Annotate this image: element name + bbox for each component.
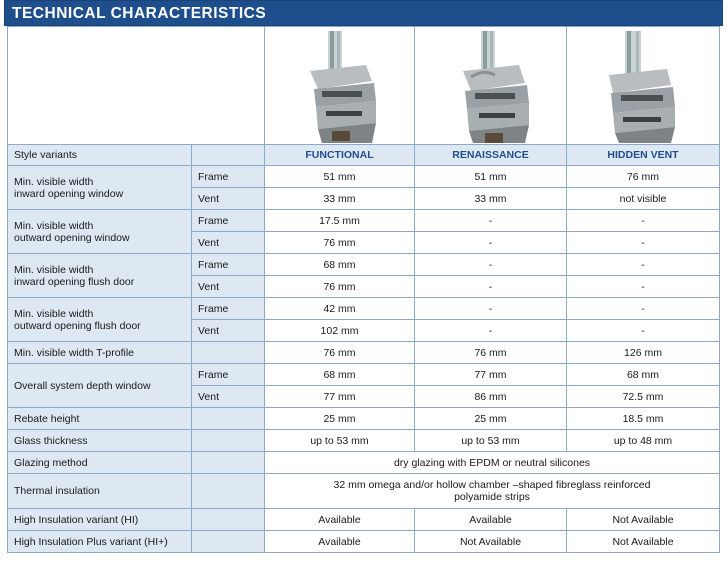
- table-cell: -: [567, 320, 720, 342]
- row-label-thermal: Thermal insulation: [8, 474, 192, 509]
- row-label-glass: Glass thickness: [8, 430, 192, 452]
- table-cell: up to 53 mm: [415, 430, 567, 452]
- table-cell: 72.5 mm: [567, 386, 720, 408]
- table-cell: 51 mm: [265, 166, 415, 188]
- table-cell: 76 mm: [265, 276, 415, 298]
- table-cell: 68 mm: [265, 364, 415, 386]
- table-cell: 76 mm: [265, 232, 415, 254]
- table-cell: -: [415, 276, 567, 298]
- table-cell: -: [415, 298, 567, 320]
- row-label-hi: High Insulation variant (HI): [8, 509, 192, 531]
- table-cell: 32 mm omega and/or hollow chamber –shaped fibreglass reinforced polyamide strips: [265, 474, 720, 509]
- table-row: [8, 408, 720, 430]
- table-cell: 86 mm: [415, 386, 567, 408]
- row-label-t-profile: Min. visible width T-profile: [8, 342, 192, 364]
- table-row: [8, 298, 720, 320]
- table-cell: -: [415, 210, 567, 232]
- column-functional: FUNCTIONAL: [265, 145, 415, 166]
- column-renaissance: RENAISSANCE: [415, 145, 567, 166]
- table-cell: 76 mm: [415, 342, 567, 364]
- table-cell: Available: [265, 509, 415, 531]
- style-variants-sub-blank: [192, 145, 265, 166]
- profile-functional-image: [265, 27, 415, 145]
- table-cell: 77 mm: [415, 364, 567, 386]
- table-cell: -: [567, 232, 720, 254]
- sub-label-vent: Vent: [192, 320, 265, 342]
- sub-label-vent: Vent: [192, 188, 265, 210]
- section-title: TECHNICAL CHARACTERISTICS: [4, 0, 723, 26]
- table-row: [8, 474, 720, 509]
- table-cell: 25 mm: [415, 408, 567, 430]
- style-variants-label: Style variants: [8, 145, 192, 166]
- table-cell: 33 mm: [415, 188, 567, 210]
- table-cell: 42 mm: [265, 298, 415, 320]
- table-cell: 18.5 mm: [567, 408, 720, 430]
- table-cell: Not Available: [567, 509, 720, 531]
- table-row: [8, 531, 720, 553]
- row-label-inward-window: Min. visible width inward opening window: [8, 166, 192, 210]
- row-label-hi-plus: High Insulation Plus variant (HI+): [8, 531, 192, 553]
- table-cell: 68 mm: [265, 254, 415, 276]
- table-cell: Not Available: [567, 531, 720, 553]
- table-row: [8, 430, 720, 452]
- row-label-outward-door: Min. visible width outward opening flush door: [8, 298, 192, 342]
- table-row: [8, 452, 720, 474]
- table-cell: up to 53 mm: [265, 430, 415, 452]
- table-cell: 102 mm: [265, 320, 415, 342]
- table-cell: -: [567, 254, 720, 276]
- table-cell: 76 mm: [265, 342, 415, 364]
- table-cell: 33 mm: [265, 188, 415, 210]
- table-row: [8, 210, 720, 232]
- table-cell: -: [567, 298, 720, 320]
- table-cell: Available: [415, 509, 567, 531]
- table-cell: -: [415, 232, 567, 254]
- sub-label-frame: Frame: [192, 166, 265, 188]
- row-label-inward-door: Min. visible width inward opening flush door: [8, 254, 192, 298]
- characteristics-table: [7, 26, 720, 553]
- sub-label-vent: Vent: [192, 386, 265, 408]
- table-cell: -: [567, 210, 720, 232]
- table-cell: Available: [265, 531, 415, 553]
- sub-blank: [192, 531, 265, 553]
- table-row: [8, 254, 720, 276]
- table-cell: 68 mm: [567, 364, 720, 386]
- table-cell: up to 48 mm: [567, 430, 720, 452]
- row-label-rebate: Rebate height: [8, 408, 192, 430]
- profile-renaissance-image: [415, 27, 567, 145]
- window-profile-icon: [292, 31, 388, 143]
- column-hidden-vent: HIDDEN VENT: [567, 145, 720, 166]
- window-profile-icon: [443, 31, 539, 143]
- sub-label-frame: Frame: [192, 254, 265, 276]
- sub-blank: [192, 408, 265, 430]
- table-cell: 77 mm: [265, 386, 415, 408]
- table-cell: dry glazing with EPDM or neutral silicones: [265, 452, 720, 474]
- table-cell: -: [567, 276, 720, 298]
- image-row-blank: [8, 27, 265, 145]
- row-label-glazing: Glazing method: [8, 452, 192, 474]
- image-row: [8, 27, 720, 145]
- table-row: [8, 342, 720, 364]
- table-cell: 17.5 mm: [265, 210, 415, 232]
- style-variants-row: [8, 145, 720, 166]
- sub-blank: [192, 342, 265, 364]
- table-cell: 76 mm: [567, 166, 720, 188]
- table-row: [8, 364, 720, 386]
- table-cell: -: [415, 254, 567, 276]
- table-cell: Not Available: [415, 531, 567, 553]
- table-row: [8, 166, 720, 188]
- table-cell: 51 mm: [415, 166, 567, 188]
- sub-blank: [192, 474, 265, 509]
- table-cell: 25 mm: [265, 408, 415, 430]
- table-cell: not visible: [567, 188, 720, 210]
- table-cell: 126 mm: [567, 342, 720, 364]
- profile-hidden-vent-image: [567, 27, 720, 145]
- technical-characteristics-sheet: [4, 0, 723, 553]
- sub-label-vent: Vent: [192, 276, 265, 298]
- sub-blank: [192, 430, 265, 452]
- sub-blank: [192, 452, 265, 474]
- sub-label-frame: Frame: [192, 210, 265, 232]
- row-label-depth: Overall system depth window: [8, 364, 192, 408]
- table-cell: -: [415, 320, 567, 342]
- table-row: [8, 509, 720, 531]
- row-label-outward-window: Min. visible width outward opening window: [8, 210, 192, 254]
- sub-blank: [192, 509, 265, 531]
- sub-label-vent: Vent: [192, 232, 265, 254]
- sub-label-frame: Frame: [192, 298, 265, 320]
- sub-label-frame: Frame: [192, 364, 265, 386]
- window-profile-icon: [595, 31, 691, 143]
